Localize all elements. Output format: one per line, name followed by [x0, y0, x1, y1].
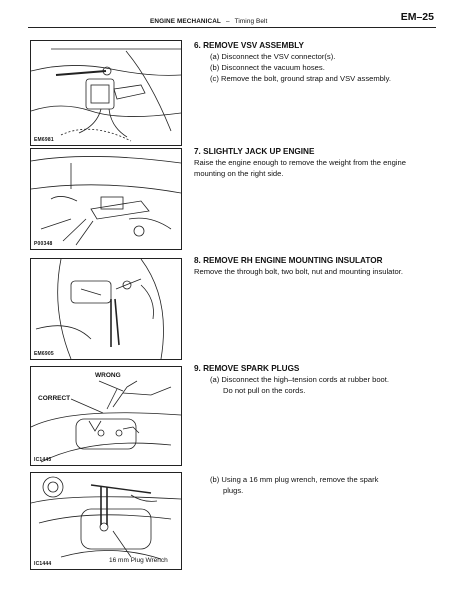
- figure-plug-wrench: [30, 472, 182, 570]
- vsv-illustration: [31, 41, 181, 145]
- page-number: EM–25: [400, 11, 434, 23]
- header-section: ENGINE MECHANICAL: [150, 18, 221, 25]
- step-9: [194, 363, 434, 396]
- step-6-item-a: (a) Disconnect the VSV connector(s).: [210, 52, 336, 61]
- figure-code: EM6905: [34, 351, 54, 357]
- figure-spark-plug-cords: [30, 366, 182, 466]
- figure-code: EM6981: [34, 137, 54, 143]
- insulator-illustration: [31, 259, 181, 359]
- step-6: [194, 40, 434, 84]
- plug-cord-illustration: [31, 367, 181, 465]
- plug-wrench-illustration: [31, 473, 181, 569]
- header-dash: –: [225, 18, 230, 25]
- label-correct: CORRECT: [38, 395, 71, 402]
- step-8-body: Remove the through bolt, two bolt, nut and mounting insulator.: [194, 267, 403, 276]
- step-9-item-b: (b) Using a 16 mm plug wrench, remove the spark: [210, 475, 379, 484]
- figure-code: P00348: [34, 241, 53, 247]
- header-rule: [28, 27, 436, 28]
- figure-jack-engine: [30, 148, 182, 250]
- running-header: [150, 18, 267, 25]
- step-7: [194, 146, 434, 179]
- step-9-item-b-cont: plugs.: [223, 486, 244, 495]
- step-8-title: 8. REMOVE RH ENGINE MOUNTING INSULATOR: [194, 256, 383, 265]
- header-subsection: Timing Belt: [234, 18, 268, 25]
- step-9-item-a: (a) Disconnect the high–tension cords at rubber boot.: [210, 375, 389, 384]
- figure-code: IC1444: [34, 561, 52, 567]
- step-7-body: Raise the engine enough to remove the weight from the engine mounting on the right side.: [194, 158, 406, 178]
- step-9b: [194, 474, 434, 496]
- step-9-item-a-note: Do not pull on the cords.: [223, 386, 306, 395]
- step-6-title: 6. REMOVE VSV ASSEMBLY: [194, 41, 304, 50]
- step-7-title: 7. SLIGHTLY JACK UP ENGINE: [194, 147, 315, 156]
- step-6-item-b: (b) Disconnect the vacuum hoses.: [210, 63, 325, 72]
- figure-vsv-assembly: [30, 40, 182, 146]
- jack-illustration: [31, 149, 181, 249]
- step-8: [194, 255, 434, 277]
- figure-mounting-insulator: [30, 258, 182, 360]
- label-plug-wrench: 16 mm Plug Wrench: [109, 557, 168, 564]
- figure-code: IC1443: [34, 457, 52, 463]
- label-wrong: WRONG: [95, 372, 121, 379]
- step-6-item-c: (c) Remove the bolt, ground strap and VSV assembly.: [210, 74, 391, 83]
- step-9-title: 9. REMOVE SPARK PLUGS: [194, 364, 300, 373]
